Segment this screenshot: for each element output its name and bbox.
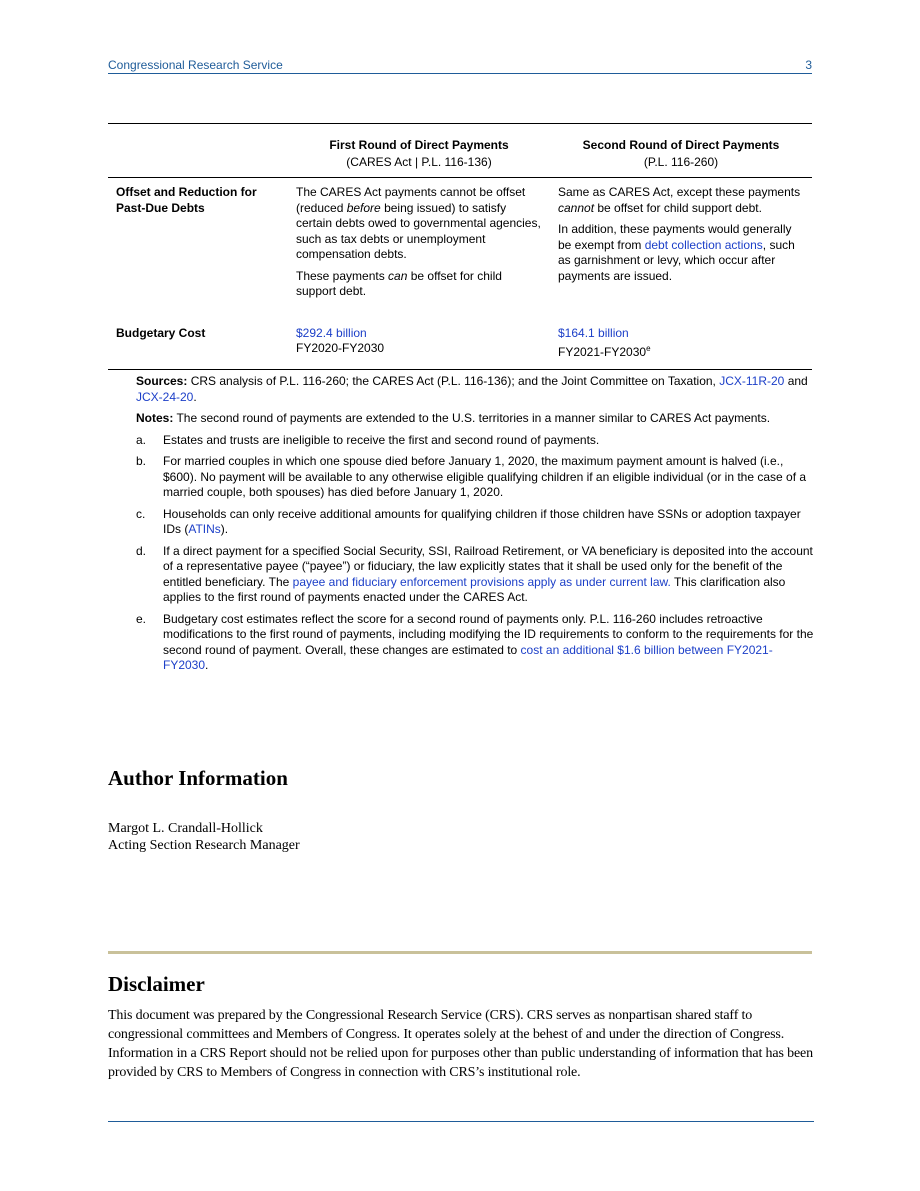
author-block	[108, 820, 300, 854]
author-name: Margot L. Crandall-Hollick	[108, 821, 263, 836]
text-run: .	[193, 389, 197, 404]
footnote-marker: d.	[136, 543, 147, 558]
footnote-item	[136, 454, 814, 501]
disclaimer-heading: Disclaimer	[108, 972, 205, 996]
text-run: , such as garnishment or levy, which occur after payments are issued.	[558, 237, 795, 283]
text-run: being issued) to satisfy certain debts owed to governmental agencies, such as tax debts or unemployment compensation debts.	[296, 200, 541, 261]
text-run: Estates and trusts are ineligible to receive the first and second round of payments.	[163, 432, 600, 447]
cell-budget-second	[550, 326, 812, 370]
header-org: Congressional Research Service	[108, 58, 283, 72]
footnote-marker: a.	[136, 432, 147, 447]
row-label-offset: Offset and Reduction for Past-Due Debts	[116, 185, 257, 215]
text-run: CRS analysis of P.L. 116-260; the CARES Act (P.L. 116-136); and the Joint Committee on Taxation,	[187, 374, 720, 388]
page-header	[108, 56, 812, 74]
footnote-item	[136, 507, 814, 538]
notes-label: Notes:	[136, 411, 174, 425]
cell-paragraph	[558, 222, 806, 284]
col-head-second-round	[550, 124, 812, 178]
cell-paragraph	[296, 185, 544, 263]
section-divider	[108, 951, 812, 954]
table-row	[108, 178, 812, 326]
emphasis: cannot	[558, 200, 595, 215]
second-round-cost-link[interactable]: $164.1 billion	[558, 325, 629, 340]
table-corner	[108, 124, 288, 178]
atins-link[interactable]: ATINs	[188, 522, 221, 536]
author-heading: Author Information	[108, 766, 288, 790]
text-run: If a direct payment for a specified Social Security, SSI, Railroad Retirement, or VA beneficiary is deposited into the account of a representative payee (“payee”) or fiduciary, the law explicitly states that it shall be used only for the benefit of the entitled beneficiary. The	[163, 543, 813, 589]
table-notes	[136, 374, 814, 680]
text-run: be offset for child support debt.	[594, 200, 762, 215]
text-run: The CARES Act payments cannot be offset (reduced	[296, 185, 526, 215]
text-run: ).	[220, 522, 229, 536]
sources-note	[136, 374, 814, 405]
additional-cost-link[interactable]: cost an additional $1.6 billion between FY2021-FY2030	[163, 642, 773, 672]
footnote-item	[136, 544, 814, 606]
page-number: 3	[805, 58, 812, 72]
text-run: This clarification also applies to the first round of payments enacted under the CARES Act.	[163, 574, 786, 604]
footnote-item	[136, 433, 814, 449]
jcx-24-20-link[interactable]: JCX-24-20	[136, 389, 194, 404]
cell-paragraph	[558, 185, 806, 216]
text-run: and	[784, 374, 808, 388]
emphasis: before	[346, 200, 381, 215]
first-round-cost-link[interactable]: $292.4 billion	[296, 325, 367, 340]
cell-paragraph	[296, 269, 544, 300]
footnote-item	[136, 612, 814, 674]
cell-offset-first	[288, 178, 550, 326]
col-head-title: First Round of Direct Payments	[329, 138, 509, 152]
col-head-sub: (P.L. 116-260)	[643, 154, 719, 169]
text-run: .	[205, 658, 209, 672]
row-label-budget: Budgetary Cost	[108, 326, 288, 370]
payee-provisions-link[interactable]: payee and fiduciary enforcement provisions apply as under current law.	[292, 574, 671, 589]
general-note	[136, 411, 814, 427]
text-run: be offset for child support debt.	[296, 268, 502, 298]
text-run: The second round of payments are extended to the U.S. territories in a manner similar to CARES Act payments.	[173, 411, 771, 425]
jcx-11r-20-link[interactable]: JCX-11R-20	[719, 374, 785, 388]
emphasis: can	[388, 268, 408, 283]
sources-label: Sources:	[136, 374, 188, 388]
footnote-marker: c.	[136, 506, 146, 521]
col-head-first-round	[288, 124, 550, 178]
author-title: Acting Section Research Manager	[108, 838, 300, 853]
footer-rule	[108, 1121, 814, 1122]
footnote-marker: e.	[136, 611, 147, 626]
footnote-marker: b.	[136, 454, 147, 468]
text-run: In addition, these payments would generally be exempt from	[558, 222, 792, 252]
table-row	[108, 326, 812, 370]
payments-table	[108, 123, 812, 370]
footnote-list	[136, 433, 814, 674]
cell-offset-second	[550, 178, 812, 326]
col-head-sub: (CARES Act | P.L. 116-136)	[346, 154, 492, 169]
col-head-title: Second Round of Direct Payments	[582, 138, 780, 152]
text-run: Same as CARES Act, except these payments	[558, 185, 801, 199]
footnote-marker: e	[646, 344, 651, 353]
text-run: For married couples in which one spouse died before January 1, 2020, the maximum payment amount is halved (i.e., $600). No payment will be available to any otherwise eligible qualifying children if an eligible individual (or in the case of a married couple, both spouses) has died before January 1, 2020.	[163, 454, 807, 499]
second-round-period: FY2021-FY2030	[558, 345, 647, 359]
text-run: These payments	[296, 268, 389, 283]
disclaimer-text: This document was prepared by the Congressional Research Service (CRS). CRS serves as nonpartisan shared staff to congressional committees and Members of Congress. It operates solely at the behest of and under the direction of Congress. Information in a CRS Report should not be relied upon for purposes other than public understanding of information that has been provided by CRS to Members of Congress in connection with CRS’s institutional role.	[108, 1008, 813, 1080]
cell-budget-first	[288, 326, 550, 370]
first-round-period: FY2020-FY2030	[296, 341, 385, 355]
text-run: Households can only receive additional amounts for qualifying children if those children have SSNs or adoption taxpayer IDs (	[163, 506, 801, 536]
text-run: Budgetary cost estimates reflect the score for a second round of payments only. P.L. 116-260 includes retroactive modifications to the first round of payments, including modifying the ID requirements to conform to the requirements for the second round of payment. Overall, these changes are estimated to	[163, 611, 814, 657]
debt-collection-link[interactable]: debt collection actions	[644, 237, 763, 252]
